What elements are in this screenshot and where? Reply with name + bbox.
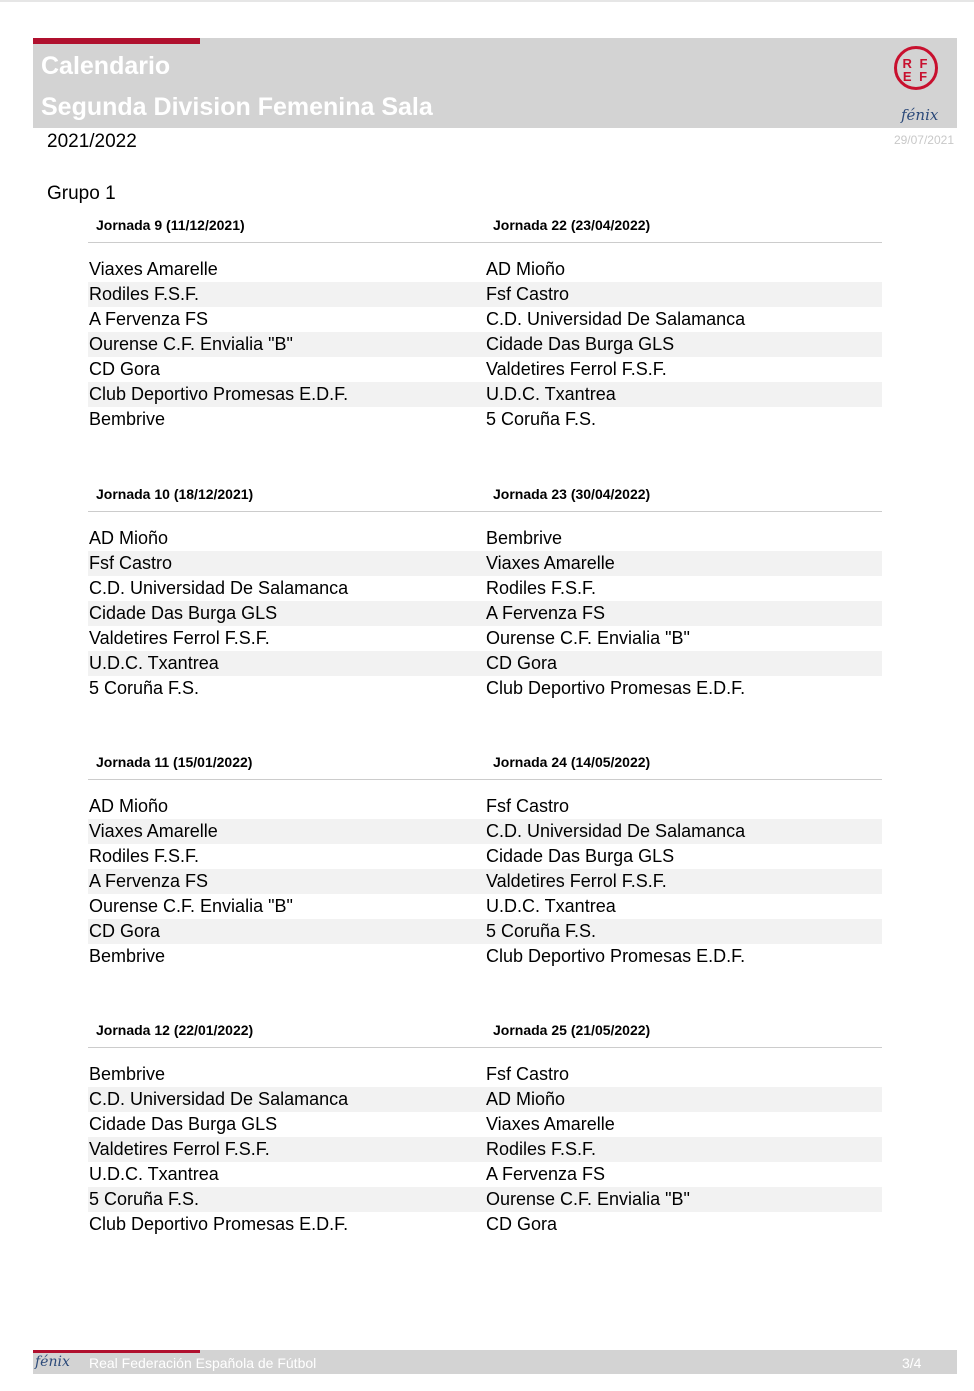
matchday-title: Jornada 12 (22/01/2022) bbox=[96, 1022, 254, 1038]
table-row bbox=[88, 819, 882, 844]
table-row bbox=[88, 919, 882, 944]
table-row bbox=[88, 257, 882, 282]
team-left: Viaxes Amarelle bbox=[89, 259, 218, 279]
table-row bbox=[88, 1137, 882, 1162]
matchday-title: Jornada 10 (18/12/2021) bbox=[96, 486, 254, 502]
team-left: Bembrive bbox=[89, 1064, 166, 1084]
team-left: A Fervenza FS bbox=[89, 871, 209, 891]
team-right: C.D. Universidad De Salamanca bbox=[486, 821, 746, 841]
table-row bbox=[88, 1112, 882, 1137]
team-left: AD Mioño bbox=[89, 796, 169, 816]
competition-name: Segunda Division Femenina Sala bbox=[41, 93, 433, 121]
team-right: Valdetires Ferrol F.S.F. bbox=[486, 871, 667, 891]
table-row bbox=[88, 307, 882, 332]
team-right: 5 Coruña F.S. bbox=[486, 409, 597, 429]
team-right: U.D.C. Txantrea bbox=[486, 896, 616, 916]
table-row bbox=[88, 576, 882, 601]
table-row bbox=[88, 626, 882, 651]
team-right: Valdetires Ferrol F.S.F. bbox=[486, 359, 667, 379]
table-row bbox=[88, 651, 882, 676]
table-row bbox=[88, 551, 882, 576]
team-right: Fsf Castro bbox=[486, 284, 570, 304]
rfef-logo: R F E F bbox=[894, 46, 938, 90]
team-left: Valdetires Ferrol F.S.F. bbox=[89, 628, 270, 648]
team-left: Bembrive bbox=[89, 409, 166, 429]
table-row bbox=[88, 282, 882, 307]
team-left: U.D.C. Txantrea bbox=[89, 1164, 219, 1184]
team-left: C.D. Universidad De Salamanca bbox=[89, 1089, 349, 1109]
header-accent-bar bbox=[33, 38, 200, 44]
matchday-title: Jornada 22 (23/04/2022) bbox=[493, 217, 651, 233]
team-left: U.D.C. Txantrea bbox=[89, 653, 219, 673]
season: 2021/2022 bbox=[47, 131, 137, 152]
page-number: 3/4 bbox=[902, 1355, 922, 1371]
group-title: Grupo 1 bbox=[47, 183, 116, 204]
team-left: AD Mioño bbox=[89, 528, 169, 548]
team-left: A Fervenza FS bbox=[89, 309, 209, 329]
team-left: Bembrive bbox=[89, 946, 166, 966]
divider bbox=[88, 511, 882, 512]
team-right: Fsf Castro bbox=[486, 1064, 570, 1084]
matchday-title: Jornada 11 (15/01/2022) bbox=[96, 754, 253, 770]
team-right: CD Gora bbox=[486, 1214, 558, 1234]
table-row bbox=[88, 869, 882, 894]
team-left: Club Deportivo Promesas E.D.F. bbox=[89, 1214, 349, 1234]
footer-fenix-brand: fénix bbox=[35, 1354, 70, 1370]
team-left: Cidade Das Burga GLS bbox=[89, 1114, 278, 1134]
team-left: CD Gora bbox=[89, 359, 161, 379]
team-right: CD Gora bbox=[486, 653, 558, 673]
team-right: Viaxes Amarelle bbox=[486, 553, 615, 573]
team-right: Cidade Das Burga GLS bbox=[486, 334, 675, 354]
table-row bbox=[88, 894, 882, 919]
table-row bbox=[88, 1212, 882, 1237]
table-row bbox=[88, 382, 882, 407]
fenix-brand: fénix bbox=[901, 106, 939, 124]
matchday-title: Jornada 24 (14/05/2022) bbox=[493, 754, 651, 770]
team-right: Ourense C.F. Envialia "B" bbox=[486, 628, 690, 648]
team-left: Rodiles F.S.F. bbox=[89, 284, 200, 304]
team-left: Ourense C.F. Envialia "B" bbox=[89, 334, 293, 354]
table-row bbox=[88, 1187, 882, 1212]
team-right: AD Mioño bbox=[486, 1089, 566, 1109]
table-row bbox=[88, 1062, 882, 1087]
team-right: Viaxes Amarelle bbox=[486, 1114, 615, 1134]
table-row bbox=[88, 332, 882, 357]
team-left: C.D. Universidad De Salamanca bbox=[89, 578, 349, 598]
matchday-title: Jornada 23 (30/04/2022) bbox=[493, 486, 651, 502]
print-date: 29/07/2021 bbox=[893, 133, 954, 147]
table-row bbox=[88, 357, 882, 382]
team-right: U.D.C. Txantrea bbox=[486, 384, 616, 404]
team-right: C.D. Universidad De Salamanca bbox=[486, 309, 746, 329]
team-left: Cidade Das Burga GLS bbox=[89, 603, 278, 623]
team-left: Fsf Castro bbox=[89, 553, 173, 573]
table-row bbox=[88, 601, 882, 626]
team-right: A Fervenza FS bbox=[486, 1164, 606, 1184]
team-left: 5 Coruña F.S. bbox=[89, 1189, 200, 1209]
team-left: Club Deportivo Promesas E.D.F. bbox=[89, 384, 349, 404]
table-row bbox=[88, 1162, 882, 1187]
team-left: Viaxes Amarelle bbox=[89, 821, 218, 841]
footer-text: Real Federación Española de Fútbol bbox=[89, 1355, 317, 1371]
matchday-title: Jornada 25 (21/05/2022) bbox=[493, 1022, 651, 1038]
team-right: A Fervenza FS bbox=[486, 603, 606, 623]
team-left: Valdetires Ferrol F.S.F. bbox=[89, 1139, 270, 1159]
team-right: Club Deportivo Promesas E.D.F. bbox=[486, 946, 746, 966]
team-left: 5 Coruña F.S. bbox=[89, 678, 200, 698]
table-row bbox=[88, 1087, 882, 1112]
page-title: Calendario bbox=[41, 52, 171, 80]
team-left: CD Gora bbox=[89, 921, 161, 941]
table-row bbox=[88, 944, 882, 969]
team-left: Ourense C.F. Envialia "B" bbox=[89, 896, 293, 916]
table-row bbox=[88, 407, 882, 432]
team-right: AD Mioño bbox=[486, 259, 566, 279]
team-right: Ourense C.F. Envialia "B" bbox=[486, 1189, 690, 1209]
team-right: Fsf Castro bbox=[486, 796, 570, 816]
table-row bbox=[88, 526, 882, 551]
footer-accent-bar bbox=[33, 1350, 200, 1353]
team-right: Cidade Das Burga GLS bbox=[486, 846, 675, 866]
divider bbox=[88, 242, 882, 243]
table-row bbox=[88, 794, 882, 819]
matchday-title: Jornada 9 (11/12/2021) bbox=[96, 217, 245, 233]
team-right: Club Deportivo Promesas E.D.F. bbox=[486, 678, 746, 698]
team-right: Rodiles F.S.F. bbox=[486, 1139, 597, 1159]
table-row bbox=[88, 676, 882, 701]
divider bbox=[88, 1047, 882, 1048]
team-left: Rodiles F.S.F. bbox=[89, 846, 200, 866]
team-right: Rodiles F.S.F. bbox=[486, 578, 597, 598]
table-row bbox=[88, 844, 882, 869]
team-right: 5 Coruña F.S. bbox=[486, 921, 597, 941]
team-right: Bembrive bbox=[486, 528, 563, 548]
divider bbox=[88, 779, 882, 780]
